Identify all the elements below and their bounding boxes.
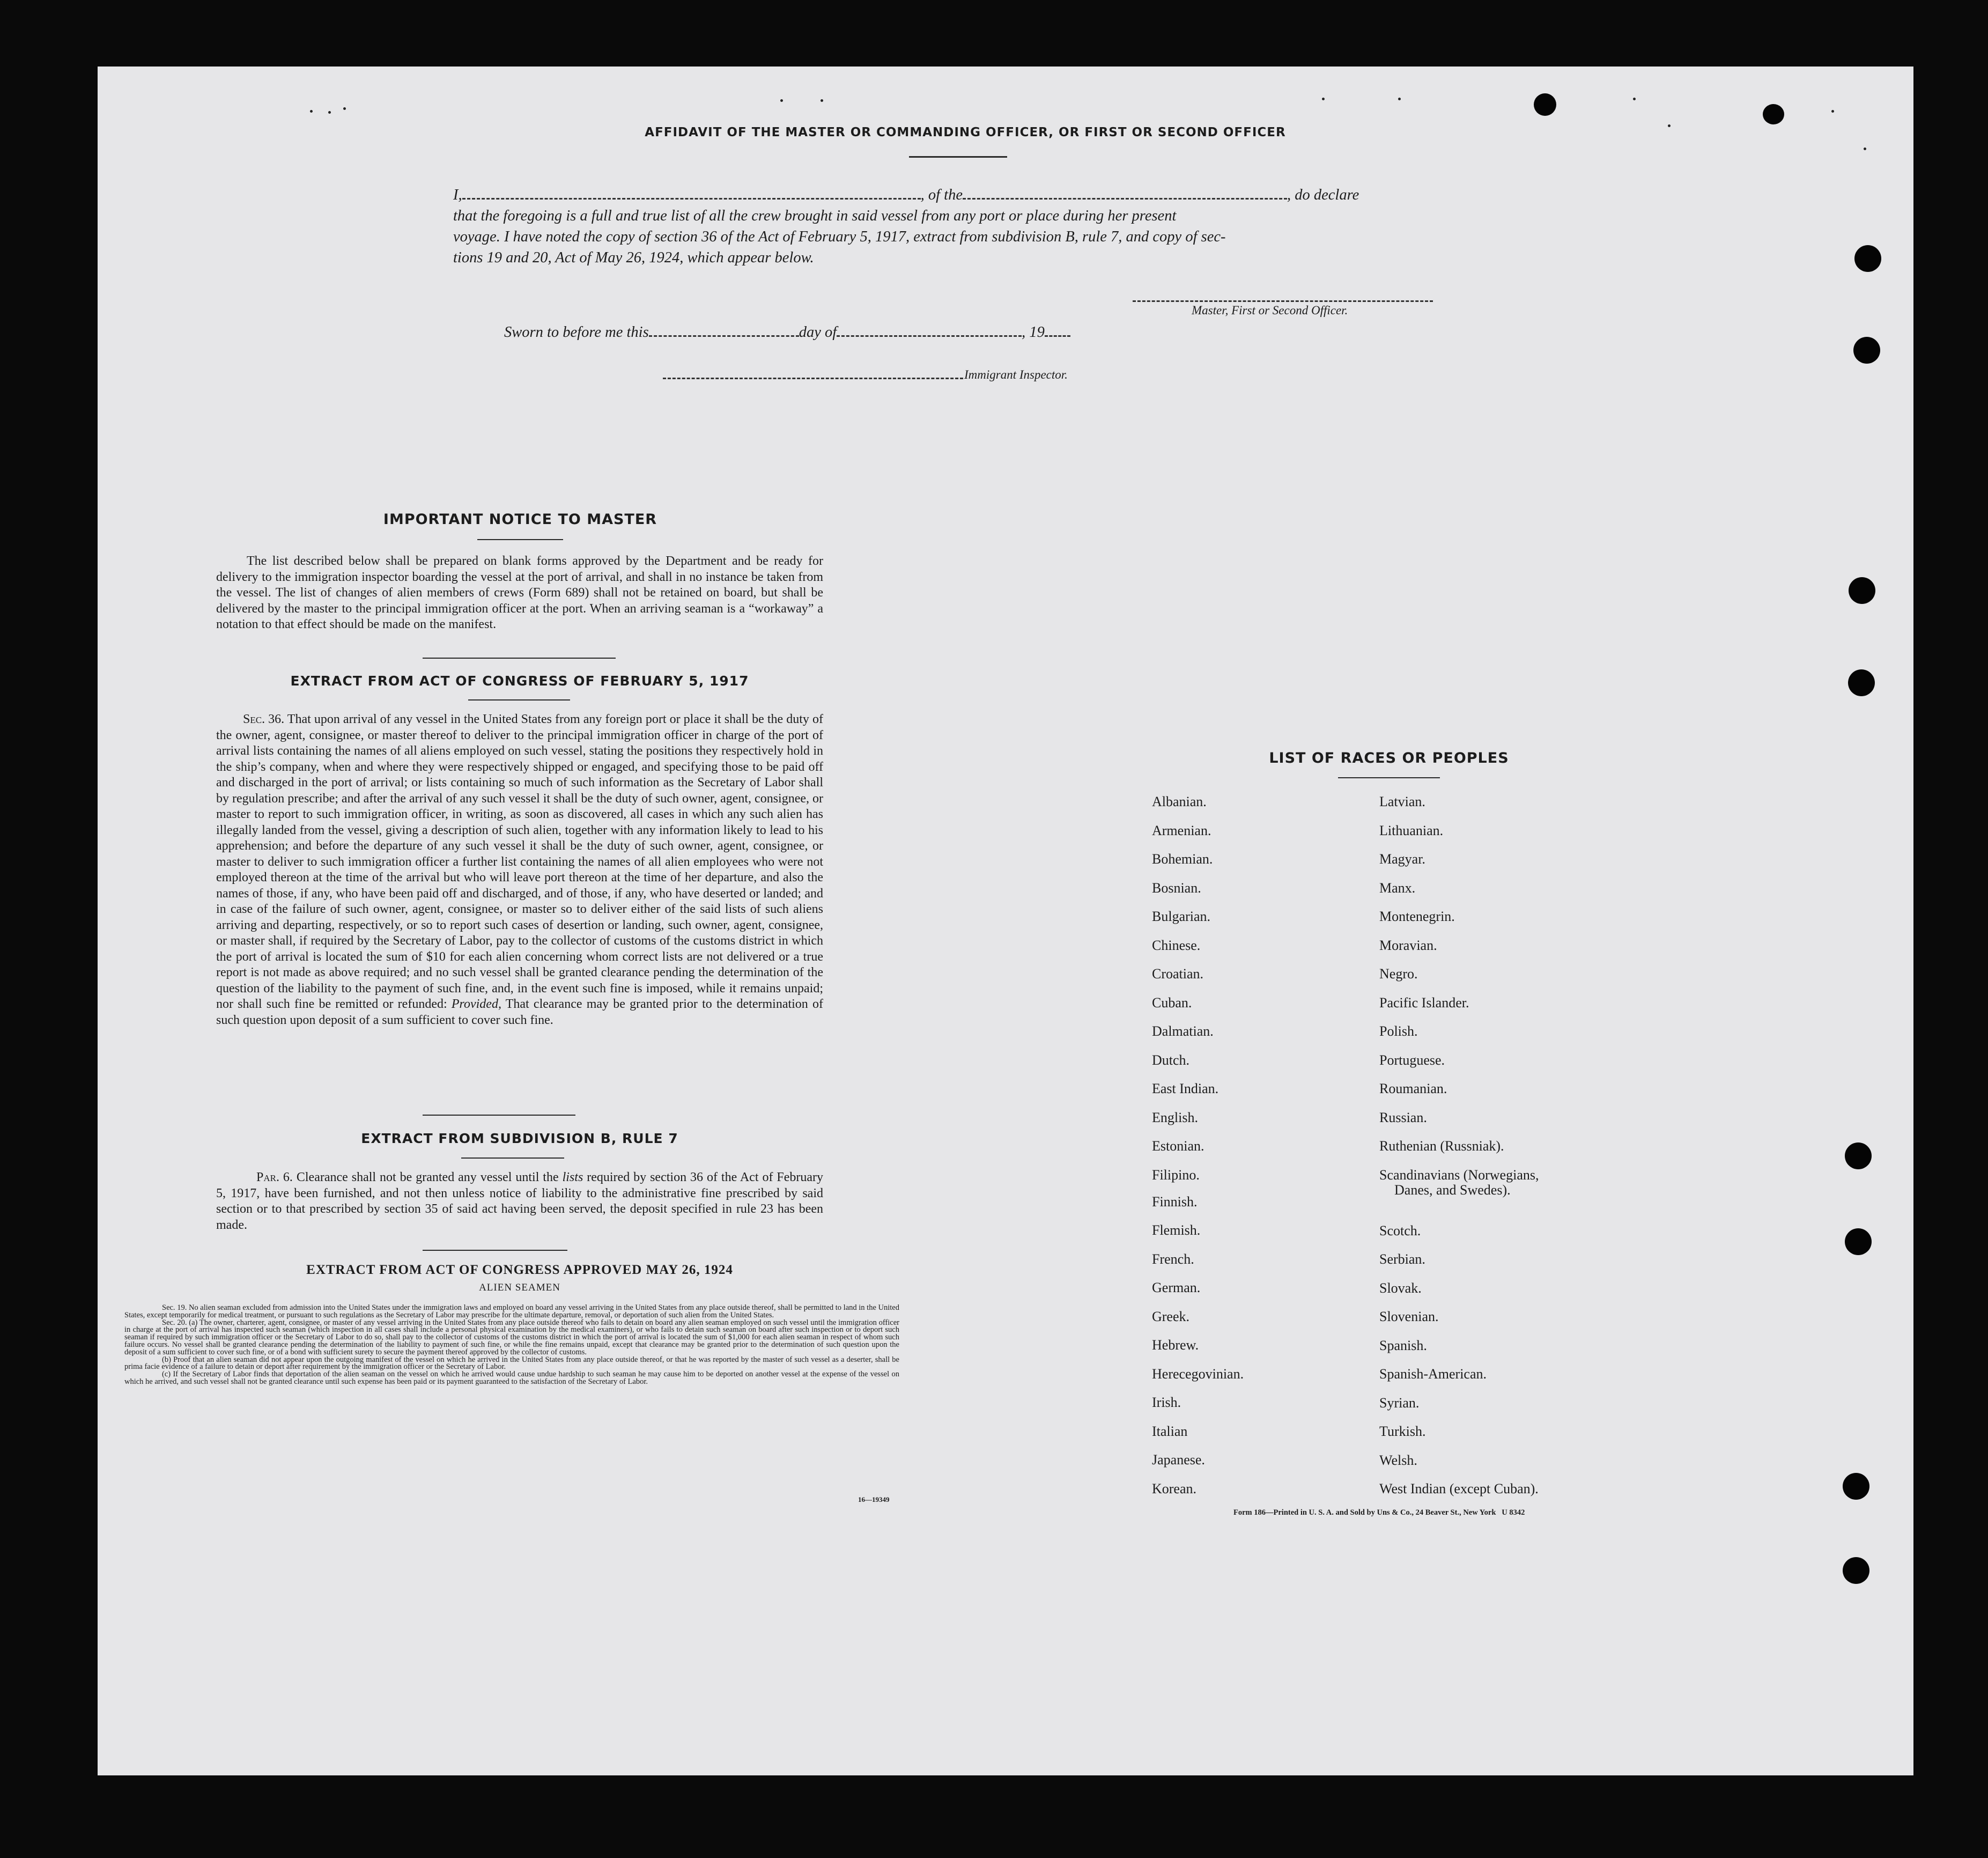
speck (310, 110, 313, 113)
race-item: Herecegovinian. (1152, 1366, 1244, 1382)
sec36-body: That upon arrival of any vessel in the United States from any foreign port or place it shall be the duty of the owner, agent, consignee, or master thereof to deliver to the principal immigration officer in charge of the port of arrival lists containing the names of all aliens employed on such vessel, stating the positions they respectively hold in the ship’s company, when and where they were respectively shipped or engaged, and specifying those to be paid off and discharged in the port of arrival; or lists containing so much of such information as the Secretary of Labor shall by regulation prescribe; and after the arrival of any such vessel it shall be the duty of such owner, agent, consignee, or master to report to such immigration officer, in writing, as soon as discovered, all cases in which any such alien has illegally landed from the vessel, giving a description of such alien, together with any information likely to lead to his apprehension; and before the departure of any such vessel it shall be the duty of such owner, agent, consignee, or master to deliver to such immigration officer a further list containing the names of all alien employees who were not employed thereon at the time of the arrival but who will leave port thereon at the time of her departure, and also the names of those, if any, who have been paid off and discharged, and of those, if any, who have deserted or landed; and in case of the failure of such owner, agent, consignee, or master so to deliver either of the said lists of such aliens arriving and departing, respectively, or so to report such cases of desertion or landing, such owner, agent, consignee, or master shall, if required by the Secretary of Labor, pay to the collector of customs of the customs district in which the port of arrival is located the sum of $10 for each alien concerning whom correct lists are not delivered or a true report is not made as above required; and no such vessel shall be granted clearance pending the determination of the question of the liability to the payment of such fine, and, in the event such fine is imposed, while it remains unpaid; nor shall such fine be remitted or refunded: (216, 712, 823, 1011)
race-item: Latvian. (1379, 794, 1425, 809)
divider (423, 1115, 575, 1116)
print-code: 16—19349 (858, 1495, 890, 1503)
speck (1831, 110, 1834, 113)
extract-1924-title: EXTRACT FROM ACT OF CONGRESS APPROVED MAY 26, 1924 (306, 1263, 733, 1277)
race-item: Serbian. (1379, 1251, 1425, 1267)
form-printer-line: Form 186—Printed in U. S. A. and Sold by Uns & Co., 24 Beaver St., New York U 8342 (1233, 1508, 1525, 1517)
punch-hole (1843, 1557, 1869, 1584)
lists-word: lists (562, 1170, 583, 1184)
divider (1338, 777, 1440, 778)
affidavit-line: tions 19 and 20, Act of May 26, 1924, which appear below. (453, 249, 814, 266)
race-item: Cuban. (1152, 994, 1192, 1011)
speck (1322, 98, 1325, 100)
notice-title: IMPORTANT NOTICE TO MASTER (383, 511, 657, 528)
extract-1924-text (124, 1304, 899, 1386)
affidavit-title: AFFIDAVIT OF THE MASTER OR COMMANDING OFFICER, OR FIRST OR SECOND OFFICER (645, 126, 1286, 139)
race-item: Scotch. (1379, 1222, 1421, 1238)
race-item: Estonian. (1152, 1138, 1204, 1154)
race-item: Montenegrin. (1379, 909, 1455, 924)
rule7-text (216, 1170, 823, 1233)
speck (821, 99, 823, 102)
punch-hole (1534, 93, 1556, 116)
race-item: Pacific Islander. (1379, 994, 1469, 1011)
affidavit-i: I, (453, 187, 462, 203)
affidavit-declaration (453, 185, 1464, 268)
notice-body: The list described below shall be prepared on blank forms approved by the Department and be ready for delivery to the immigration inspector boarding the vessel at the port of arrival, and shall in no instance be taken from the vessel. The list of changes of alien members of crews (Form 689) shall not be retained on board, but shall be delivered by the master to the principal immigration officer at the port. When an arriving seaman is a “workaway” a notation to that effect should be made on the manifest. (216, 554, 823, 631)
punch-hole (1854, 245, 1881, 272)
affidavit-line: voyage. I have noted the copy of section 36 of the Act of February 5, 1917, extract from subdivision B, rule 7, and copy of sec- (453, 228, 1226, 245)
races-right-column (1379, 794, 1539, 1510)
race-item: Welsh. (1379, 1452, 1417, 1468)
race-item: Polish. (1379, 1023, 1418, 1039)
notice-text (216, 554, 823, 633)
speck (1864, 148, 1866, 150)
sworn-day-blank[interactable] (649, 335, 799, 337)
alien-seamen-subtitle: ALIEN SEAMEN (479, 1282, 560, 1293)
race-item: Roumanian. (1379, 1081, 1447, 1096)
races-left-column (1152, 794, 1244, 1509)
speck (780, 99, 783, 102)
race-item: French. (1152, 1251, 1194, 1267)
race-item: Croatian. (1152, 966, 1204, 982)
race-item: West Indian (except Cuban). (1379, 1481, 1539, 1496)
race-item: Ruthenian (Russniak). (1379, 1138, 1504, 1154)
race-item: Chinese. (1152, 937, 1201, 953)
par6-label: Par. 6. (256, 1170, 293, 1184)
sworn-month-blank[interactable] (837, 335, 1022, 337)
divider (909, 156, 1007, 158)
sec20b-text: (b) Proof that an alien seaman did not appear upon the outgoing manifest of the vessel on which he arrived in the United States from any place outside thereof, or that he was reported by the master of such vessel as a deserter, shall be prima facie evidence of a failure to detain or deport after requirement by the immigration officer or the Secretary of Labor. (124, 1355, 899, 1372)
divider (477, 539, 563, 540)
affidavit-of-the: , of the (920, 187, 963, 203)
divider (461, 1157, 564, 1159)
sworn-text: Sworn to before me this (504, 324, 649, 341)
race-item: Slovenian. (1379, 1309, 1439, 1324)
divider (423, 658, 616, 659)
race-item: Armenian. (1152, 822, 1211, 838)
inspector-signature-line[interactable] (663, 378, 963, 379)
sec36-label: Sec. 36. (243, 712, 285, 726)
race-item: German. (1152, 1280, 1201, 1295)
rule7-body-a: Clearance shall not be granted any vessel until the (296, 1170, 559, 1184)
races-title: LIST OF RACES OR PEOPLES (1269, 750, 1509, 766)
punch-hole (1848, 669, 1875, 696)
sworn-line (504, 324, 1070, 341)
race-item: Moravian. (1379, 937, 1437, 953)
race-item: East Indian. (1152, 1081, 1219, 1096)
punch-hole (1843, 1473, 1869, 1500)
race-item: Spanish-American. (1379, 1366, 1487, 1382)
divider (423, 1250, 567, 1251)
race-item: Korean. (1152, 1480, 1197, 1496)
race-item: Russian. (1379, 1109, 1427, 1125)
race-item: Dalmatian. (1152, 1023, 1214, 1039)
race-item: Manx. (1379, 880, 1416, 896)
provided-word: Provided, (451, 997, 501, 1011)
race-item: Hebrew. (1152, 1337, 1199, 1353)
punch-hole (1853, 337, 1880, 364)
speck (328, 111, 331, 114)
vessel-blank[interactable] (963, 198, 1287, 200)
sec19-text: Sec. 19. No alien seaman excluded from admission into the United States under the immigration laws and employed on board any vessel arriving in the United States from any place outside thereof, shall be permitted to land in the United States, except temporarily for medical treatment, or pursuant to such regulations as the Secretary of Labor may prescribe for the ultimate departure, removal, or deportation of such alien from the United States. (124, 1303, 899, 1319)
punch-hole (1845, 1142, 1872, 1169)
race-item: Turkish. (1379, 1424, 1426, 1439)
year-blank[interactable] (1045, 335, 1070, 337)
sec36-text (216, 712, 823, 1028)
race-item: Slovak. (1379, 1280, 1422, 1296)
speck (1633, 98, 1636, 100)
speck (1398, 98, 1401, 100)
sec20c-text: (c) If the Secretary of Labor finds that deportation of the alien seaman on the vessel on which he arrived would cause undue hardship to such seaman he may cause him to be deported on another vessel at the expense of the vessel on which he arrived, and such vessel shall not be granted clearance until such expense has been paid or its payment guaranteed to the satisfaction of the Secretary of Labor. (124, 1370, 899, 1386)
race-item: Portuguese. (1379, 1052, 1445, 1068)
name-blank[interactable] (462, 198, 921, 200)
race-item: Lithuanian. (1379, 822, 1444, 838)
race-item: Italian (1152, 1423, 1188, 1439)
race-item: Finnish. (1152, 1193, 1198, 1210)
rule7-title: EXTRACT FROM SUBDIVISION B, RULE 7 (361, 1131, 678, 1146)
affidavit-line: that the foregoing is a full and true list of all the crew brought in said vessel from any port or place during her present (453, 208, 1177, 224)
race-item: Spanish. (1379, 1337, 1427, 1353)
speck (343, 107, 346, 110)
race-item: Greek. (1152, 1308, 1190, 1324)
sec20a-text: Sec. 20. (a) The owner, charterer, agent, consignee, or master of any vessel arriving in the United States from any place outside thereof who fails to detain on board any alien seaman employed on such vessel until the immigration officer in charge at the port of arrival has inspected such seaman (which inspection in all cases shall include a personal physical examination by the medical examiners), or who fails to detain such seaman on board after such inspection or to deport such seaman if required by such immigration officer or the Secretary of Labor to do so, shall pay to the collector of customs of the customs district in which the port of arrival is located the sum of $1,000 for each alien seaman in respect of whom such failure occurs. No vessel shall be granted clearance pending the determination of the liability to payment of such fine, or while the fine remains unpaid, except that clearance may be granted prior to the determination of such question upon the deposit of a sum sufficient to cover such fine, or of a bond with sufficient surety to secure the payment thereof approved by the collector of customs. (124, 1318, 899, 1356)
race-item: Bulgarian. (1152, 909, 1211, 924)
race-item: Flemish. (1152, 1222, 1201, 1238)
day-of-text: day of (799, 324, 837, 341)
race-item: Syrian. (1379, 1395, 1420, 1411)
race-item: Magyar. (1379, 851, 1425, 867)
sec36-end: That clearance may be granted prior to the determination of such question upon deposit of a sum sufficient to cover such fine. (216, 997, 824, 1027)
inspector-label: Immigrant Inspector. (964, 368, 1068, 381)
race-item: Bosnian. (1152, 880, 1201, 896)
affidavit-declare: , do declare (1287, 187, 1359, 203)
race-item: Scandinavians (Norwegians, (1379, 1167, 1539, 1183)
punch-hole (1845, 1228, 1872, 1255)
race-item: English. (1152, 1109, 1198, 1125)
year-text: , 19 (1022, 324, 1045, 341)
race-item: Negro. (1379, 966, 1418, 982)
officer-signature-line[interactable] (1133, 300, 1433, 302)
race-item: Albanian. (1152, 794, 1207, 809)
race-item: Japanese. (1152, 1452, 1205, 1468)
divider (468, 699, 570, 701)
race-item: Dutch. (1152, 1052, 1190, 1068)
officer-label: Master, First or Second Officer. (1192, 304, 1348, 317)
speck (1668, 124, 1671, 127)
race-item: Bohemian. (1152, 851, 1213, 867)
race-item: Filipino. (1152, 1167, 1200, 1183)
punch-hole (1763, 104, 1784, 124)
race-item: Danes, and Swedes). (1394, 1182, 1511, 1198)
rule7-body-b: required by section 36 of the Act of February 5, 1917, have been furnished, and not then unless notice of liability to the administrative fine prescribed by said section or to that prescribed by section 35 of said act having been served, the deposit specified in rule 23 has been made. (216, 1170, 824, 1232)
race-item: Irish. (1152, 1395, 1181, 1410)
extract-1917-title: EXTRACT FROM ACT OF CONGRESS OF FEBRUARY 5, 1917 (290, 673, 749, 689)
punch-hole (1849, 577, 1875, 604)
